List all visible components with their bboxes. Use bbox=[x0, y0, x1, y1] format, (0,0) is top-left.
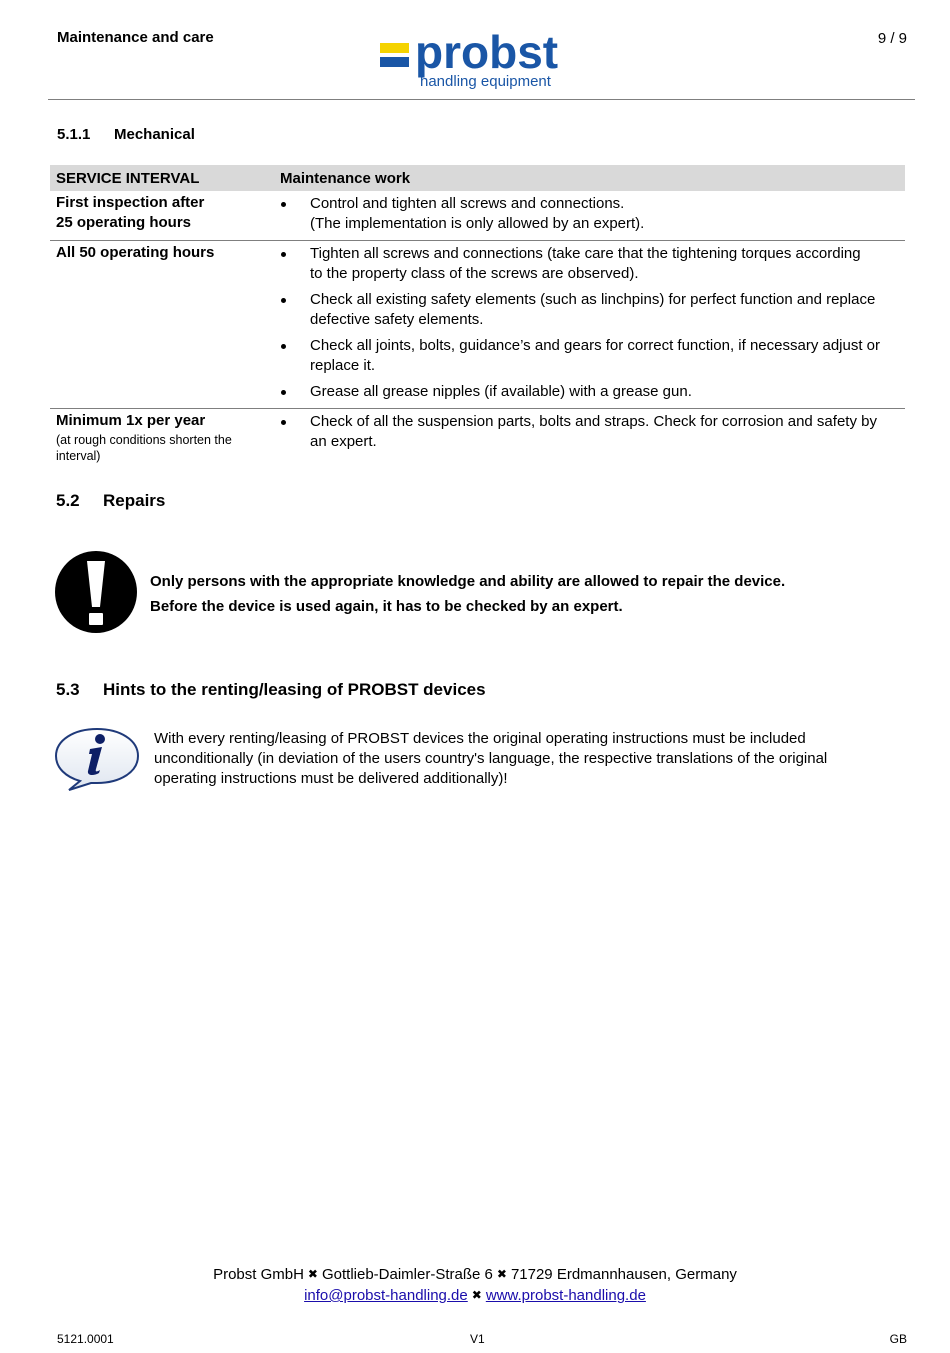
exclamation-warning-icon bbox=[55, 551, 137, 633]
info-line: operating instructions must be delivered additionally)! bbox=[154, 770, 508, 787]
section-heading-repairs bbox=[56, 491, 356, 513]
footer-contact-line bbox=[0, 1285, 950, 1306]
section-number: 5.3 bbox=[56, 680, 80, 699]
table-row bbox=[50, 191, 905, 241]
footer-address-line bbox=[0, 1264, 950, 1285]
document-section-title: Maintenance and care bbox=[57, 29, 214, 46]
work-text: Check of all the suspension parts, bolts and straps. Check for corrosion and safety by bbox=[310, 413, 877, 430]
work-text: Control and tighten all screws and connections. bbox=[310, 195, 625, 212]
interval-line: Minimum 1x per year bbox=[56, 412, 206, 429]
note-line: interval) bbox=[56, 449, 101, 463]
bullet-icon bbox=[281, 252, 286, 257]
work-text: replace it. bbox=[310, 357, 376, 374]
section-title: Repairs bbox=[103, 491, 166, 510]
subsection-number: 5.1.1 bbox=[57, 126, 91, 143]
work-text: Check all existing safety elements (such as linchpins) for perfect function and replace bbox=[310, 291, 876, 308]
interval-line: All 50 operating hours bbox=[56, 244, 215, 261]
work-cell bbox=[274, 191, 905, 241]
maintenance-table bbox=[50, 165, 905, 468]
bullet-icon bbox=[281, 298, 286, 303]
work-text: defective safety elements. bbox=[310, 311, 484, 328]
interval-line: 25 operating hours bbox=[56, 214, 192, 231]
work-text: Tighten all screws and connections (take care that the tightening torques according bbox=[310, 245, 861, 262]
logo-wordmark: probst bbox=[415, 26, 559, 78]
footer-address bbox=[0, 1264, 950, 1306]
website-link[interactable]: www.probst-handling.de bbox=[485, 1287, 646, 1304]
interval-cell bbox=[50, 409, 274, 469]
renting-info bbox=[154, 729, 874, 789]
table-header-work: Maintenance work bbox=[274, 165, 905, 191]
warning-line: Only persons with the appropriate knowledge and ability are allowed to repair the device. bbox=[150, 573, 786, 590]
info-line: unconditionally (in deviation of the users country's language, the respective translations of the original bbox=[154, 750, 828, 767]
work-text: Check all joints, bolts, guidance’s and gears for correct function, if necessary adjust or bbox=[310, 337, 881, 354]
work-text: an expert. bbox=[310, 433, 377, 450]
table-header-interval: SERVICE INTERVAL bbox=[50, 165, 274, 191]
note-line: (at rough conditions shorten the bbox=[56, 433, 232, 447]
probst-logo bbox=[378, 26, 593, 96]
interval-note bbox=[56, 432, 268, 464]
header-divider bbox=[48, 99, 915, 100]
table-row bbox=[50, 409, 905, 469]
work-cell bbox=[274, 409, 905, 469]
list-item bbox=[280, 290, 899, 330]
list-item bbox=[280, 244, 899, 284]
email-link[interactable]: info@probst-handling.de bbox=[304, 1287, 468, 1304]
page-number: 9 / 9 bbox=[877, 30, 907, 47]
interval-cell bbox=[50, 191, 274, 241]
table-row bbox=[50, 241, 905, 409]
list-item bbox=[280, 194, 899, 234]
document-number: 5121.0001 bbox=[57, 1332, 114, 1346]
star-separator-icon: ✖ bbox=[496, 1267, 507, 1281]
interval-cell bbox=[50, 241, 274, 409]
language-code: GB bbox=[889, 1332, 907, 1346]
company-name: Probst GmbH bbox=[213, 1266, 304, 1283]
bullet-icon bbox=[281, 390, 286, 395]
star-separator-icon: ✖ bbox=[471, 1288, 482, 1302]
work-text: (The implementation is only allowed by an expert). bbox=[310, 215, 645, 232]
warning-line: Before the device is used again, it has to be checked by an expert. bbox=[150, 598, 623, 615]
subsection-heading-mechanical bbox=[57, 126, 195, 143]
bullet-icon bbox=[281, 202, 286, 207]
work-text: to the property class of the screws are observed). bbox=[310, 265, 639, 282]
info-speech-bubble-icon bbox=[54, 727, 140, 793]
work-text: Grease all grease nipples (if available) with a grease gun. bbox=[310, 383, 692, 400]
interval-line: First inspection after bbox=[56, 194, 205, 211]
subsection-title: Mechanical bbox=[114, 126, 195, 143]
star-separator-icon: ✖ bbox=[307, 1267, 318, 1281]
table-header-row bbox=[50, 165, 905, 191]
repair-warning bbox=[150, 569, 785, 619]
info-line: With every renting/leasing of PROBST devices the original operating instructions must be included bbox=[154, 730, 806, 747]
street-address: Gottlieb-Daimler-Straße 6 bbox=[321, 1266, 493, 1283]
bullet-icon bbox=[281, 344, 286, 349]
logo-yellow-bar bbox=[380, 43, 409, 53]
logo-blue-bar bbox=[380, 57, 409, 67]
section-heading-renting bbox=[56, 680, 556, 702]
bullet-icon bbox=[281, 420, 286, 425]
list-item bbox=[280, 412, 899, 452]
version-label: V1 bbox=[470, 1332, 485, 1346]
list-item bbox=[280, 382, 899, 402]
work-cell bbox=[274, 241, 905, 409]
section-title: Hints to the renting/leasing of PROBST devices bbox=[103, 680, 486, 699]
logo-tagline: handling equipment bbox=[420, 73, 551, 90]
list-item bbox=[280, 336, 899, 376]
section-number: 5.2 bbox=[56, 491, 80, 510]
city-address: 71729 Erdmannhausen, Germany bbox=[510, 1266, 737, 1283]
